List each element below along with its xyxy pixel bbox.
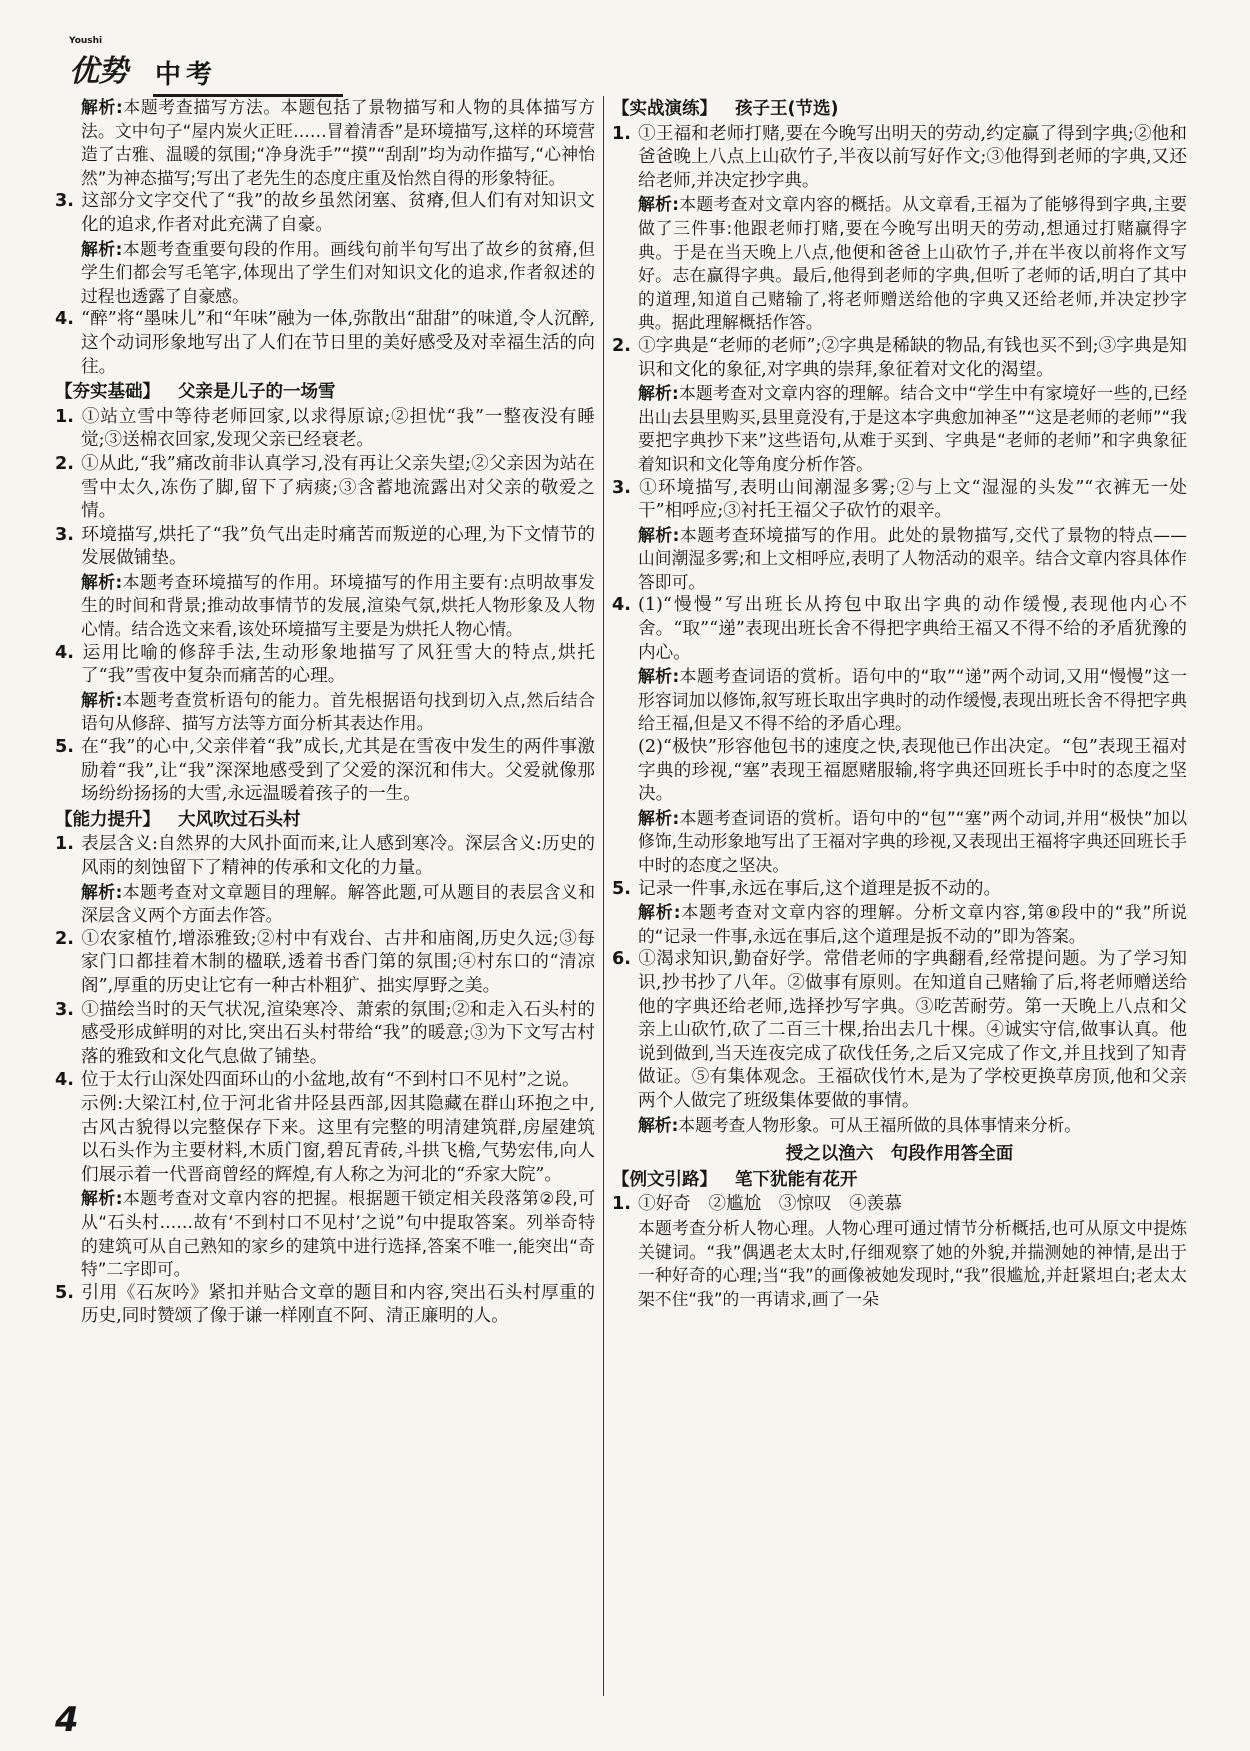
item-text: ①渴求知识,勤奋好学。常借老师的字典翻看,经常提问题。为了学习知识,抄书抄了八年。②做事有原则。在知道自己赌输了后,将老师赠送给他的字典还给老师,选择抄写字典。③吃苦耐劳。第一天晚上八点和父亲上山砍竹,砍了二百三十棵,抬出去几十棵。④诚实守信,做事认真。他说到做到,当天连夜完成了砍伐任务,之后又完成了作文,并且找到了知青做证。⑤有集体观念。王福砍伐竹木,是为了学校更换草房顶,他和父亲两个人做完了班级集体要做的事情。 [638, 949, 1187, 1111]
item-text: “醉”将“墨味儿”和“年味”融为一体,弥散出“甜甜”的味道,令人沉醉,这个动词形象地写出了人们在节日里的美好感受及对幸福生活的向往。 [81, 309, 595, 377]
analysis-label: 解析: [638, 194, 679, 215]
item-text: ①从此,“我”痛改前非认真学习,没有再让父亲失望;②父亲因为站在雪中太久,冻伤了脚,留下了病痰;③含蓄地流露出对父亲的敬爱之情。 [81, 453, 595, 522]
analysis-block [612, 382, 1187, 476]
analysis-label: 解析: [81, 238, 123, 259]
item-number: 1. [612, 1194, 631, 1215]
answer-item [55, 453, 595, 524]
answer-item [55, 406, 595, 453]
item-number: 2. [55, 928, 74, 949]
item-number: 4. [55, 642, 74, 663]
answer-item [612, 878, 1187, 902]
item-text: 位于太行山深处四面环山的小盆地,故有“不到村口不见村”之说。 [81, 1070, 580, 1091]
analysis-text: 本题考查人物形象。可从王福所做的具体事情来分析。 [678, 1114, 1082, 1135]
item-number: 3. [612, 477, 631, 498]
analysis-text: 本题考查词语的赏析。语句中的“包”“塞”两个动词,并用“极快”加以修饰,生动形象地写出了王福对字典的珍视,又表现出王福将字典还回班长手中时的态度之坚决。 [638, 807, 1187, 875]
answer-item [55, 642, 595, 689]
analysis-block [55, 96, 595, 190]
section-heading [55, 381, 595, 405]
section-tag: 【能力提升】 [55, 809, 160, 830]
answer-item [55, 308, 595, 379]
answer-item [55, 928, 595, 999]
item-number: 1. [612, 123, 631, 144]
answer-item [612, 594, 1187, 665]
section-tag: 【例文引路】 [612, 1169, 717, 1190]
answer-item [55, 736, 595, 807]
analysis-text: 本题考查环境描写的作用。此处的景物描写,交代了景物的特点——山间潮湿多雾;和上文相呼应,表明了人物活动的艰辛。结合文章内容具体作答即可。 [638, 524, 1187, 592]
page-header [55, 22, 395, 90]
item-number: 2. [55, 453, 74, 474]
answer-item [612, 1193, 1187, 1217]
analysis-block [55, 881, 595, 928]
analysis-label: 解析: [638, 902, 681, 923]
item-text: ①农家植竹,增添雅致;②村中有戏台、古井和庙阁,历史久远;③每家门口都挂着木制的楹联,透着书香门第的氛围;④村东口的“清凉阁”,厚重的历史让它有一种古朴粗犷、拙实厚野之美。 [81, 928, 595, 996]
section-heading [612, 1169, 1187, 1193]
brand-logo: 优势 [69, 54, 127, 89]
item-text: 表层含义:自然界的大风扑面而来,让人感到寒冷。深层含义:历史的风雨的刻蚀留下了精神的传承和文化的力量。 [81, 834, 595, 878]
answer-item [612, 123, 1187, 194]
item-text: 这部分文字交代了“我”的故乡虽然闭塞、贫瘠,但人们有对知识文化的追求,作者对此充满了自豪。 [81, 191, 595, 235]
analysis-block [55, 1187, 595, 1281]
item-text: ①环境描写,表明山间潮湿多雾;②与上文“湿湿的头发”“衣裤无一处干”相呼应;③衬托王福父子砍竹的艰辛。 [638, 477, 1187, 522]
item-number: 3. [55, 999, 74, 1020]
item-text: (1)“慢慢”写出班长从挎包中取出字典的动作缓慢,表现他内心不舍。“取”“递”表现出班长舍不得把字典给王福又不得不给的矛盾犹豫的内心。 [638, 595, 1187, 663]
analysis-text: 本题考查对文章内容的理解。结合文中“学生中有家境好一些的,已经出山去县里购买,县里竟没有,于是这本字典愈加神圣”“这是老师的老师”“我要把字典抄下来”这些语句,从难于买到、字典是“老师的老师”和字典象征着知识和文化等角度分析作答。 [638, 383, 1187, 474]
item-number: 1. [55, 834, 74, 855]
answer-item [55, 1069, 595, 1093]
item-text: ①好奇 ②尴尬 ③惊叹 ④羡慕 [638, 1194, 902, 1215]
answer-item [55, 1282, 595, 1329]
analysis-label: 解析: [638, 666, 680, 687]
analysis-text: 本题考查对文章内容的概括。从文章看,王福为了能够得到字典,主要做了三件事:他跟老师打赌,要在今晚写出明天的劳动,想通过打赌赢得字典。于是在当天晚上八点,他便和爸爸上山砍竹子,并在半夜以前将作文写好。志在赢得字典。最后,他得到老师的字典,但听了老师的话,明白了其中的道理,知道自己赌输了,将老师赠送给他的字典又还给老师,并决定抄字典。据此理解概括作答。 [638, 194, 1187, 333]
item-number: 4. [55, 309, 74, 330]
item-number: 4. [55, 1070, 74, 1091]
section-title: 孩子王(节选) [735, 99, 839, 119]
section-heading [612, 98, 1187, 122]
item-text: ①王福和老师打赌,要在今晚写出明天的劳动,约定赢了得到字典;②他和爸爸晚上八点上山砍竹子,半夜以前写好作文;③他得到老师的字典,又还给老师,并决定抄字典。 [638, 123, 1187, 191]
analysis-text: 本题考查分析人物心理。人物心理可通过情节分析概括,也可从原文中提炼关键词。“我”偶遇老太太时,仔细观察了她的外貌,并揣测她的神情,是出于一种好奇的心理;当“我”的画像被她发现时,“我”很尴尬,并赶紧坦白;老太太架不住“我”的一再请求,画了一朵 [638, 1217, 1187, 1309]
analysis-block [612, 665, 1187, 736]
item-number: 3. [55, 524, 74, 545]
item-number: 5. [55, 737, 74, 758]
answer-item [612, 477, 1187, 524]
answer-item [612, 948, 1187, 1113]
item-text: ①站立雪中等待老师回家,以求得原谅;②担忧“我”一整夜没有睡觉;③送棉衣回家,发现父亲已经衰老。 [81, 406, 595, 451]
section-title: 大风吹过石头村 [178, 809, 301, 830]
item-text: ①描绘当时的天气状况,渲染寒冷、萧索的氛围;②和走入石头村的感受形成鲜明的对比,突出石头村带给“我”的暖意;③为下文写古村落的雅致和文化气息做了铺垫。 [81, 999, 595, 1067]
item-text: 记录一件事,永远在事后,这个道理是扳不动的。 [638, 878, 1002, 899]
left-column [55, 96, 595, 1329]
analysis-label: 解析: [81, 689, 123, 710]
analysis-text: 本题考查对文章内容的把握。根据题干锁定相关段落第②段,可从“石头村……故有‘不到村口不见村’之说”句中提取答案。列举奇特的建筑可从自己熟知的家乡的建筑中进行选择,答案不唯一,能突出“奇特”二字即可。 [81, 1188, 595, 1280]
item-text: 在“我”的心中,父亲伴着“我”成长,尤其是在雪夜中发生的两件事激励着“我”,让“我”深深地感受到了父爱的深沉和伟大。父爱就像那场纷纷扬扬的大雪,永远温暖着孩子的一生。 [81, 737, 595, 805]
section-title: 笔下犹能有花开 [735, 1169, 858, 1190]
answer-item [612, 335, 1187, 382]
section-name: 中考 [155, 60, 218, 90]
answer-item [55, 524, 595, 571]
answer-item [55, 833, 595, 880]
column-divider [603, 96, 604, 1696]
analysis-block [55, 571, 595, 642]
answer-paragraph: (2)“极快”形容他包书的速度之快,表现他已作出决定。“包”表现王福对字典的珍视,“塞”表现王福愿赌服输,将字典还回班长手中时的态度之坚决。 [638, 737, 1187, 805]
answer-item [55, 999, 595, 1070]
item-text: 环境描写,烘托了“我”负气出走时痛苦而叛逆的心理,为下文情节的发展做铺垫。 [81, 524, 595, 569]
analysis-label: 解析: [638, 524, 680, 545]
analysis-label: 解析: [638, 807, 680, 828]
analysis-block [612, 524, 1187, 595]
analysis-text: 本题考查重要句段的作用。画线句前半句写出了故乡的贫瘠,但学生们都会写毛笔字,体现出了学生们对知识文化的追求,作者叙述的过程也透露了自豪感。 [81, 238, 595, 306]
item-number: 2. [612, 335, 631, 356]
analysis-block [612, 901, 1187, 948]
analysis-text: 本题考查对文章题目的理解。解答此题,可从题目的表层含义和深层含义两个方面去作答。 [81, 881, 595, 926]
analysis-label: 解析: [81, 1188, 123, 1209]
item-text: ①字典是“老师的老师”;②字典是稀缺的物品,有钱也买不到;③字典是知识和文化的象征,对字典的崇拜,象征着对文化的渴望。 [638, 335, 1187, 380]
analysis-text: 本题考查描写方法。本题包括了景物描写和人物的具体描写方法。文中句子“屋内炭火正旺……冒着清香”是环境描写,这样的环境营造了古雅、温暖的氛围;“净身洗手”“摸”“刮刮”均为动作描写,“心神怡然”为神态描写;写出了老先生的态度庄重及怡然自得的形象特征。 [81, 97, 595, 188]
item-number: 6. [612, 949, 631, 970]
answer-paragraph: 示例:大梁江村,位于河北省井陉县西部,因其隐藏在群山环抱之中,古风古貌得以完整保存下来。这里有完整的明清建筑群,房屋建筑以石头作为主要材料,木质门窗,碧瓦青砖,斗拱飞檐,气势宏伟,向人们展示着一代晋商曾经的辉煌,有人称之为河北的“乔家大院”。 [81, 1093, 595, 1185]
analysis-text: 本题考查环境描写的作用。环境描写的作用主要有:点明故事发生的时间和背景;推动故事情节的发展,渲染气氛,烘托人物形象及人物心情。结合选文来看,该处环境描写主要是为烘托人物心情。 [81, 571, 596, 640]
analysis-label: 解析: [81, 881, 123, 902]
analysis-text: 本题考查对文章内容的理解。分析文章内容,第⑧段中的“我”所说的“记录一件事,永远在事后,这个道理是扳不动的”即为答案。 [638, 902, 1187, 946]
analysis-label: 解析: [638, 383, 679, 404]
answer-item [55, 190, 595, 237]
brand-logo-small: Youshi [69, 36, 103, 46]
analysis-block [612, 1217, 1187, 1311]
section-tag: 【实战演练】 [612, 99, 717, 119]
analysis-block [612, 193, 1187, 335]
right-column [612, 96, 1187, 1311]
analysis-block [612, 1114, 1187, 1138]
page-number: 4 [55, 1700, 79, 1740]
analysis-block [55, 238, 595, 309]
analysis-label: 解析: [638, 1114, 679, 1135]
item-text: 引用《石灰吟》紧扣并贴合文章的题目和内容,突出石头村厚重的历史,同时赞颂了像于谦一样刚直不阿、清正廉明的人。 [81, 1282, 595, 1327]
analysis-text: 本题考查词语的赏析。语句中的“取”“递”两个动词,又用“慢慢”这一形容词加以修饰,叙写班长取出字典时的动作缓慢,表现出班长舍不得把字典给王福,但是又不得不给的矛盾心理。 [638, 666, 1187, 734]
analysis-block [55, 689, 595, 736]
analysis-block [612, 807, 1187, 878]
item-number: 4. [612, 595, 631, 616]
item-number: 1. [55, 406, 74, 427]
analysis-text: 本题考查赏析语句的能力。首先根据语句找到切入点,然后结合语句从修辞、描写方法等方面分析其表达作用。 [81, 689, 595, 734]
item-number: 3. [55, 191, 74, 212]
item-number: 5. [55, 1282, 74, 1303]
item-text: 运用比喻的修辞手法,生动形象地描写了风狂雪大的特点,烘托了“我”雪夜中复杂而痛苦的心理。 [81, 642, 595, 687]
section-tag: 【夯实基础】 [55, 382, 160, 403]
method-title: 授之以渔六 句段作用答全面 [785, 1144, 1014, 1165]
item-number: 5. [612, 878, 631, 899]
analysis-label: 解析: [81, 97, 123, 117]
analysis-label: 解析: [81, 571, 123, 592]
section-title: 父亲是儿子的一场雪 [178, 382, 336, 403]
section-heading [55, 809, 595, 833]
